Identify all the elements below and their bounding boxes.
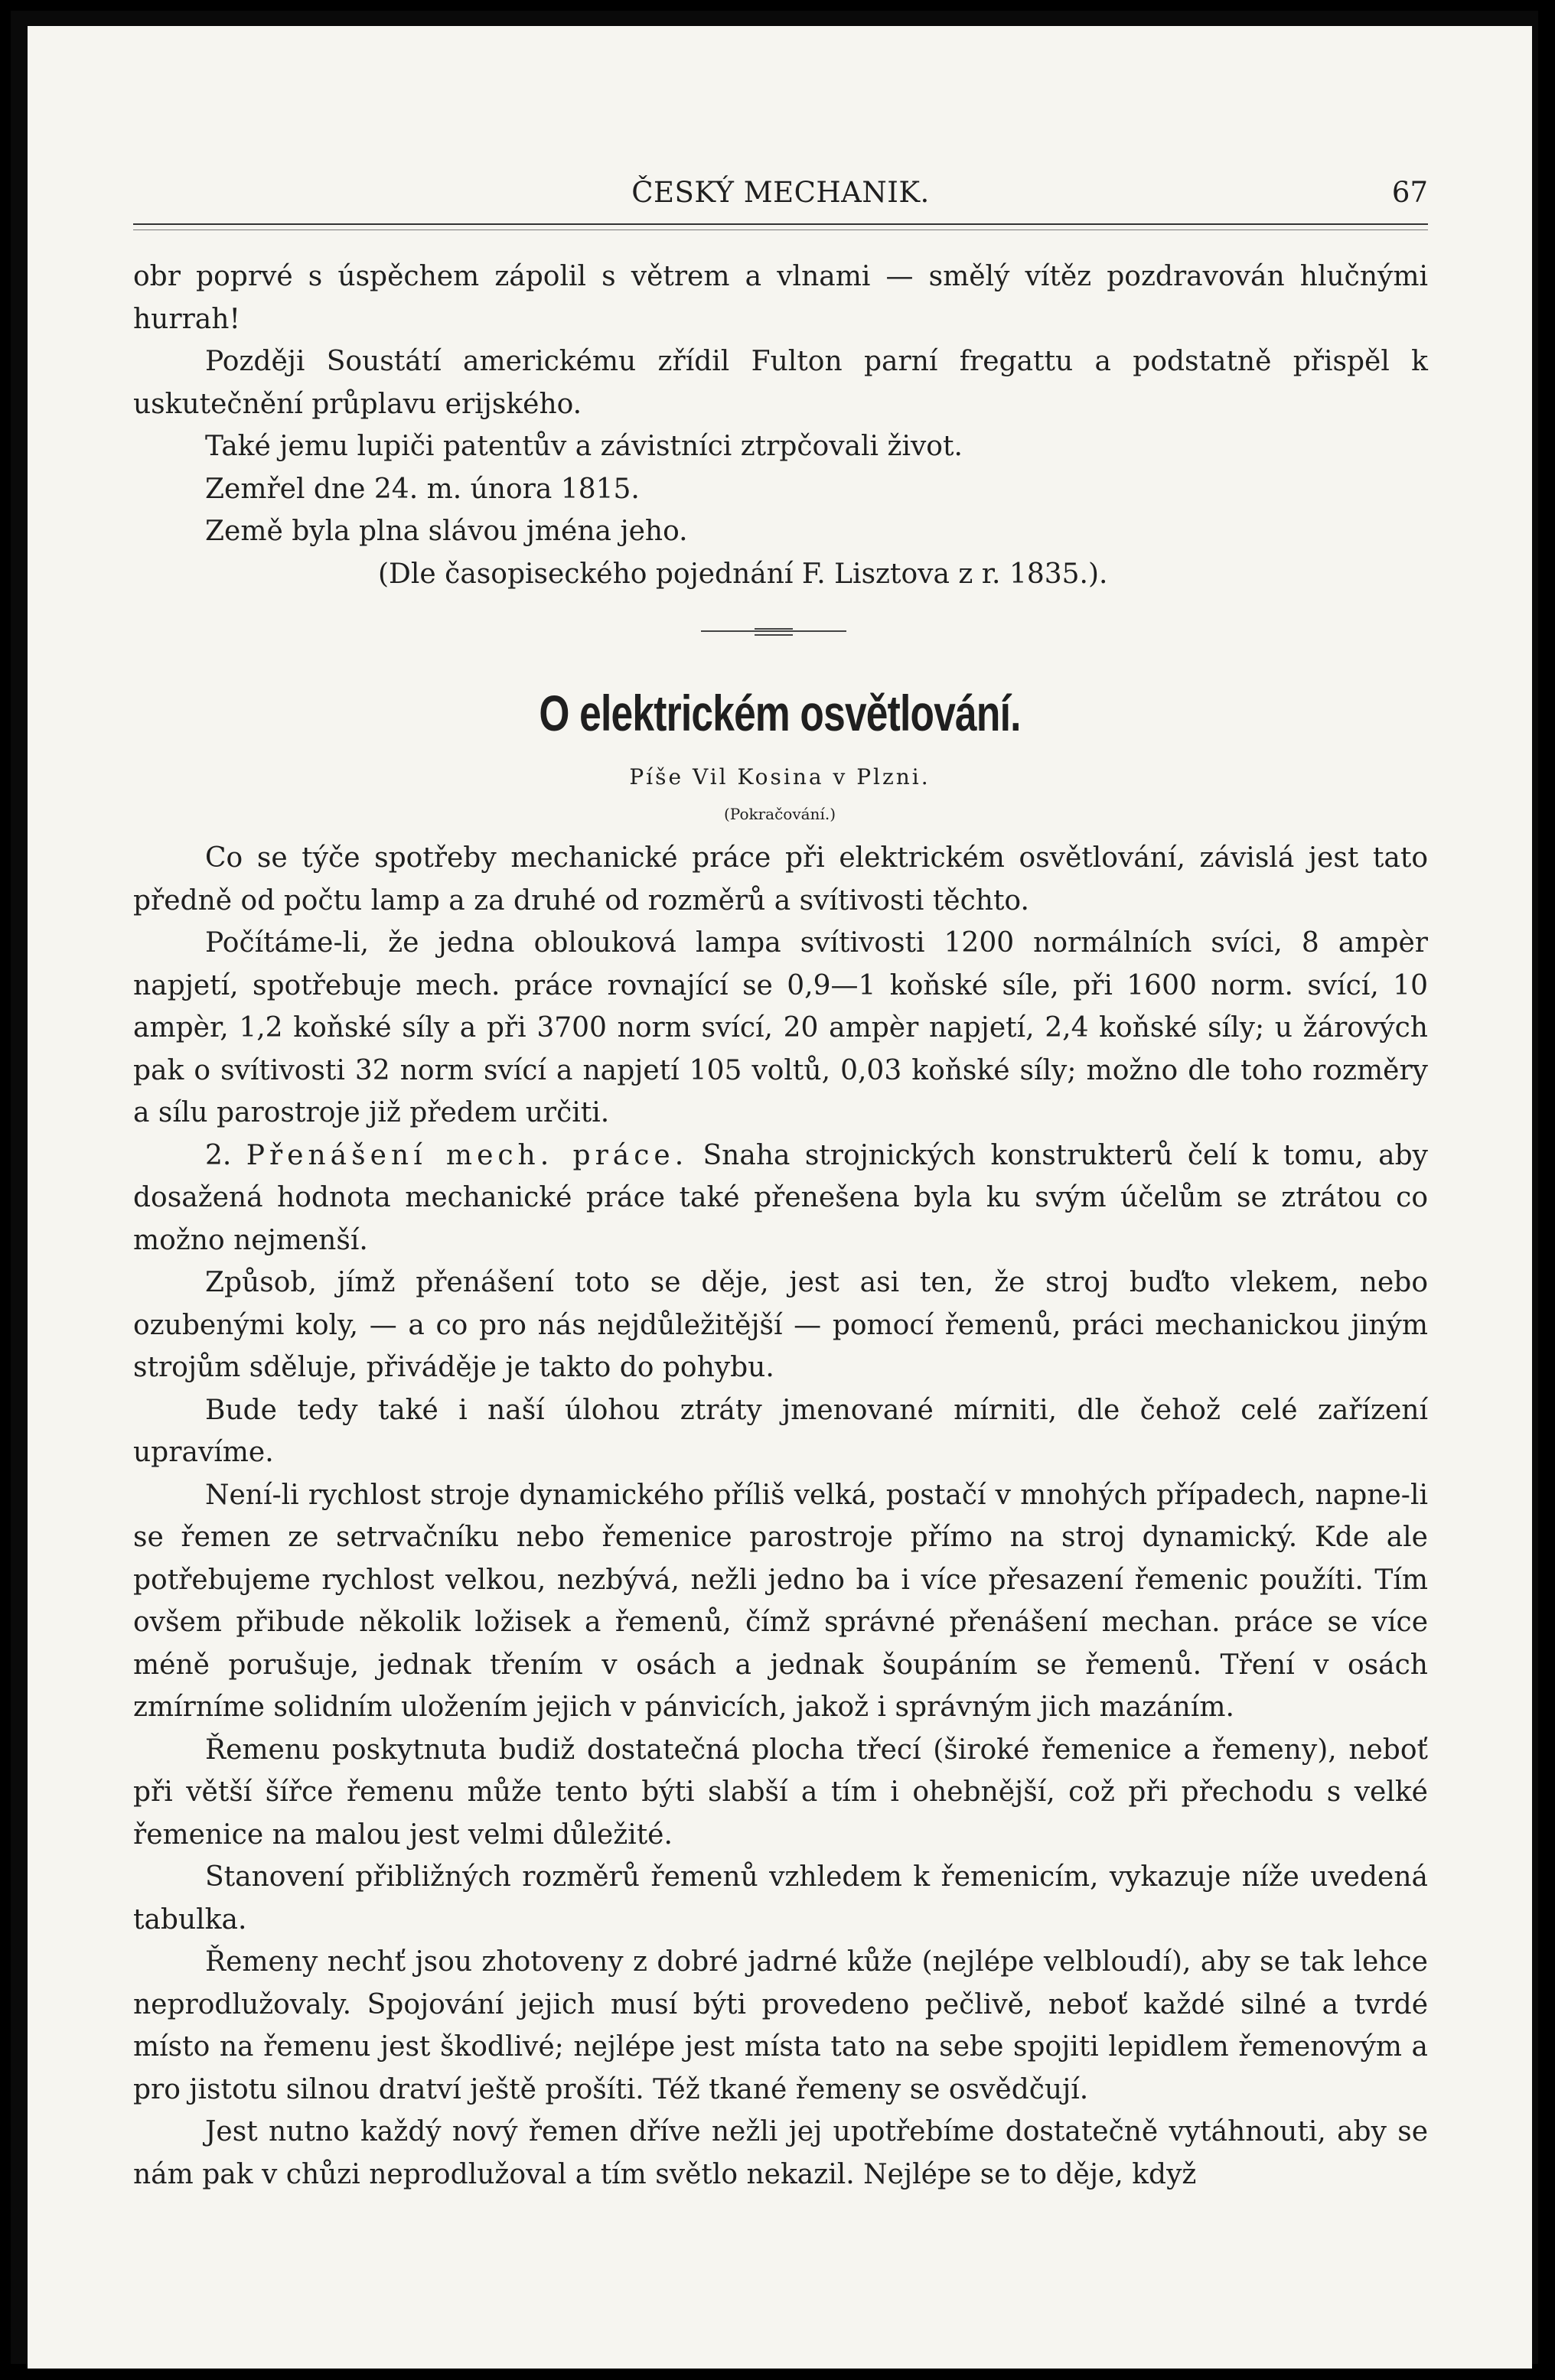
article-byline: Píše Vil Kosina v Plzni. [629, 764, 931, 790]
paragraph: Jest nutno každý nový řemen dříve nežli jej upotřebíme dostatečně vytáhnouti, aby se nám pak v chůzi neprodlužoval a tím světlo nekazil. Nejlépe se to děje, když [133, 2116, 1428, 2190]
section-separator [701, 628, 846, 634]
source-note: (Dle časopiseckého pojednání F. Lisztova z r. 1835.). [378, 558, 1108, 590]
intro-line: Zemřel dne 24. m. února 1815. [205, 473, 640, 505]
intro-line: Později Soustátí americkému zřídil Fulton parní fregattu a podstatně přispěl k uskutečnění průplavu erijského. [133, 346, 1428, 420]
paragraph: Není-li rychlost stroje dynamického příliš velká, postačí v mnohých případech, napne-li se řemen ze setrvačníku nebo řemenice parostroje přímo na stroj dynamický. Kde ale potřebujeme rychlost velkou, nezbývá, nežli jedno ba i více přesazení řemenic použíti. Tím ovšem přibude několik ložisek a řemenů, čímž správné přenášení mechan. práce se více méně porušuje, jednak třením v osách a jednak šoupáním se řemenů. Tření v osách zmírníme solidním uložením jejich v pánvicích, jakož i správným jich mazáním. [133, 1479, 1428, 1723]
article-title: O elektrickém osvětlování. [539, 685, 1021, 741]
running-title: ČESKÝ MECHANIK. [631, 176, 930, 209]
paragraph: Řemenu poskytnuta budiž dostatečná plocha třecí (široké řemenice a řemeny), neboť při větší šířce řemenu může tento býti slabší a tím i ohebnější, což při přechodu s velké řemenice na malou jest velmi důležité. [133, 1734, 1428, 1851]
section-number: 2. [205, 1139, 232, 1171]
article-body [133, 837, 1428, 2196]
paragraph: Stanovení přibližných rozměrů řemenů vzhledem k řemenicím, vykazuje níže uvedená tabulka. [133, 1861, 1428, 1936]
continued-note: (Pokračování.) [724, 805, 836, 823]
paragraph: Co se týče spotřeby mechanické práce při elektrickém osvětlování, závislá jest tato předně od počtu lamp a za druhé od rozměrů a svítivosti těchto. [133, 842, 1428, 917]
paragraph: Řemeny nechť jsou zhotoveny z dobré jadrné kůže (nejlépe velbloudí), aby se tak lehce neprodlužovaly. Spojování jejich musí býti provedeno pečlivě, neboť každé silné a tvrdé místo na řemenu jest škodlivé; nejlépe jest místa tato na sebe spojiti lepidlem řemenovým a pro jistotu silnou dratví ještě prošíti. Též tkané řemeny se osvědčují. [133, 1946, 1428, 2105]
intro-block [133, 256, 1428, 595]
header-rule [133, 223, 1428, 225]
intro-line: Země byla plna slávou jména jeho. [205, 516, 688, 547]
paragraph: Počítáme-li, že jedna oblouková lampa svítivosti 1200 normálních svíci, 8 ampèr napjetí, spotřebuje mech. práce rovnající se 0,9—1 koňské síle, při 1600 norm. svící, 10 ampèr, 1,2 koňské síly a při 3700 norm svící, 20 ampèr napjetí, 2,4 koňské síly; u žárových pak o svítivosti 32 norm svící a napjetí 105 voltů, 0,03 koňské síly; možno dle toho rozměry a sílu parostroje již předem určiti. [133, 927, 1428, 1128]
section-text: Snaha strojnických konstrukterů čelí k tomu, aby dosažená hodnota mechanické práce také přenešena byla ku svým účelům se ztrátou co možno nejmenší. [133, 1139, 1428, 1256]
scan-border [11, 11, 1538, 2364]
page [28, 26, 1532, 2369]
paragraph: Způsob, jímž přenášení toto se děje, jest asi ten, že stroj buďto vlekem, nebo ozubenými koly, — a co pro nás nejdůležitější — pomocí řemenů, práci mechanickou jiným strojům sděluje, přiváděje je takto do pohybu. [133, 1267, 1428, 1383]
paragraph: Bude tedy také i naší úlohou ztráty jmenované mírniti, dle čehož celé zařízení upravíme. [133, 1394, 1428, 1468]
intro-line: obr poprvé s úspěchem zápolil s větrem a vlnami — smělý vítěz pozdravován hlučnými hurrah! [133, 261, 1428, 335]
page-header [133, 176, 1428, 222]
section-2-paragraph [133, 1135, 1428, 1262]
page-number: 67 [1391, 176, 1428, 209]
intro-line: Také jemu lupiči patentův a závistníci ztrpčovali život. [205, 431, 963, 462]
section-heading: Přenášení mech. práce. [246, 1139, 689, 1171]
